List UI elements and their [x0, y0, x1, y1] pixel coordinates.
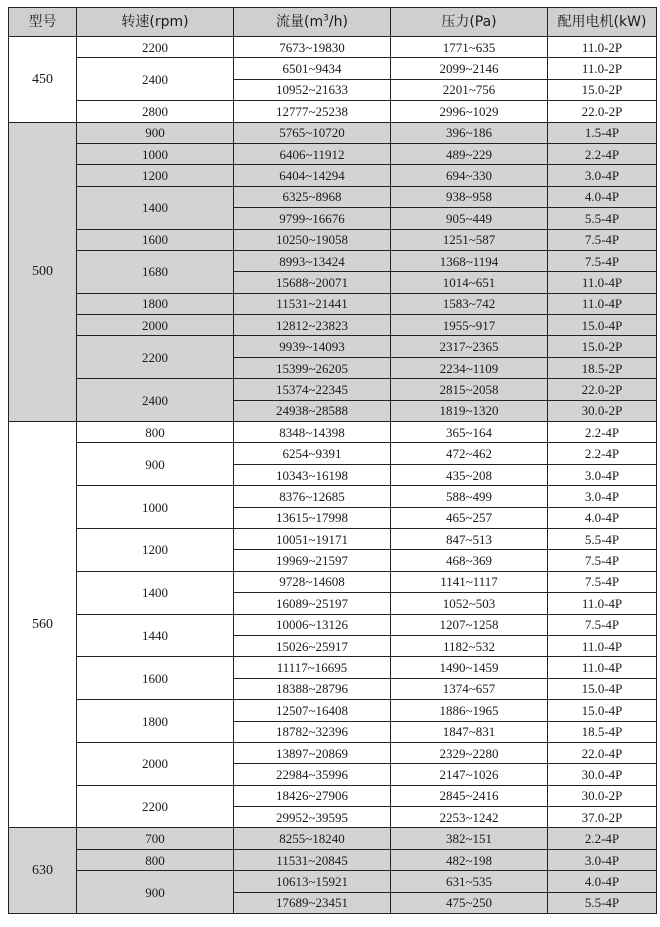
- flow-cell: 10952~21633: [234, 79, 391, 100]
- speed-cell: 1200: [77, 528, 234, 571]
- flow-cell: 17689~23451: [234, 892, 391, 913]
- pressure-cell: 2234~1109: [391, 357, 548, 378]
- motor-cell: 18.5-4P: [548, 721, 657, 742]
- speed-cell: 800: [77, 422, 234, 443]
- table-header: [9, 8, 657, 37]
- table-row: [9, 443, 657, 464]
- pressure-cell: 1955~917: [391, 315, 548, 336]
- table-row: [9, 486, 657, 507]
- table-row: [9, 336, 657, 357]
- motor-cell: 22.0-2P: [548, 379, 657, 400]
- model-cell: 450: [9, 37, 77, 123]
- pressure-cell: 489~229: [391, 143, 548, 164]
- flow-cell: 19969~21597: [234, 550, 391, 571]
- table-row: [9, 785, 657, 806]
- motor-cell: 5.5-4P: [548, 528, 657, 549]
- flow-cell: 15399~26205: [234, 357, 391, 378]
- pressure-cell: 2845~2416: [391, 785, 548, 806]
- pressure-cell: 382~151: [391, 828, 548, 849]
- pressure-cell: 938~958: [391, 186, 548, 207]
- motor-cell: 22.0-2P: [548, 101, 657, 122]
- flow-cell: 12812~23823: [234, 315, 391, 336]
- speed-cell: 2200: [77, 37, 234, 58]
- pressure-cell: 1583~742: [391, 293, 548, 314]
- flow-cell: 15374~22345: [234, 379, 391, 400]
- flow-cell: 15688~20071: [234, 272, 391, 293]
- pressure-cell: 1141~1117: [391, 571, 548, 592]
- pressure-cell: 1886~1965: [391, 700, 548, 721]
- table-row: [9, 700, 657, 721]
- pressure-cell: 1182~532: [391, 635, 548, 656]
- motor-cell: 7.5-4P: [548, 571, 657, 592]
- pressure-cell: 1771~635: [391, 37, 548, 58]
- motor-cell: 15.0-4P: [548, 678, 657, 699]
- pressure-cell: 588~499: [391, 486, 548, 507]
- flow-cell: 11117~16695: [234, 657, 391, 678]
- motor-cell: 4.0-4P: [548, 871, 657, 892]
- table-row: [9, 528, 657, 549]
- table-row: [9, 828, 657, 849]
- motor-cell: 18.5-2P: [548, 357, 657, 378]
- pressure-cell: 847~513: [391, 528, 548, 549]
- motor-cell: 11.0-2P: [548, 37, 657, 58]
- flow-cell: 12777~25238: [234, 101, 391, 122]
- flow-cell: 9728~14608: [234, 571, 391, 592]
- table-row: [9, 614, 657, 635]
- speed-cell: 2200: [77, 785, 234, 828]
- motor-cell: 3.0-4P: [548, 849, 657, 870]
- table-row: [9, 165, 657, 186]
- speed-cell: 1000: [77, 143, 234, 164]
- pressure-cell: 2329~2280: [391, 742, 548, 763]
- flow-cell: 11531~21441: [234, 293, 391, 314]
- table-row: [9, 250, 657, 271]
- pressure-cell: 1819~1320: [391, 400, 548, 421]
- flow-cell: 7673~19830: [234, 37, 391, 58]
- motor-cell: 4.0-4P: [548, 186, 657, 207]
- speed-cell: 1800: [77, 293, 234, 314]
- header-speed: 转速(rpm): [77, 8, 234, 37]
- speed-cell: 800: [77, 849, 234, 870]
- flow-cell: 22984~35996: [234, 764, 391, 785]
- motor-cell: 2.2-4P: [548, 828, 657, 849]
- flow-cell: 12507~16408: [234, 700, 391, 721]
- pressure-cell: 468~369: [391, 550, 548, 571]
- motor-cell: 15.0-4P: [548, 700, 657, 721]
- header-pressure: 压力(Pa): [391, 8, 548, 37]
- pressure-cell: 1014~651: [391, 272, 548, 293]
- flow-cell: 10343~16198: [234, 464, 391, 485]
- flow-cell: 10250~19058: [234, 229, 391, 250]
- motor-cell: 3.0-4P: [548, 464, 657, 485]
- speed-cell: 1600: [77, 657, 234, 700]
- header-model: 型号: [9, 8, 77, 37]
- header-motor: 配用电机(kW): [548, 8, 657, 37]
- speed-cell: 1200: [77, 165, 234, 186]
- header-row: [9, 8, 657, 37]
- speed-cell: 2000: [77, 315, 234, 336]
- pressure-cell: 1251~587: [391, 229, 548, 250]
- table-row: [9, 657, 657, 678]
- pressure-cell: 2253~1242: [391, 807, 548, 828]
- model-group-500: [9, 122, 657, 421]
- speed-cell: 1400: [77, 186, 234, 229]
- flow-cell: 6404~14294: [234, 165, 391, 186]
- header-flow: [234, 8, 391, 37]
- flow-cell: 9799~16676: [234, 208, 391, 229]
- speed-cell: 1000: [77, 486, 234, 529]
- header-flow-tail: /h): [328, 13, 348, 30]
- table-row: [9, 422, 657, 443]
- flow-cell: 5765~10720: [234, 122, 391, 143]
- motor-cell: 4.0-4P: [548, 507, 657, 528]
- flow-cell: 8993~13424: [234, 250, 391, 271]
- table-row: [9, 186, 657, 207]
- flow-cell: 11531~20845: [234, 849, 391, 870]
- flow-cell: 10006~13126: [234, 614, 391, 635]
- table-row: [9, 229, 657, 250]
- pressure-cell: 2201~756: [391, 79, 548, 100]
- motor-cell: 15.0-2P: [548, 336, 657, 357]
- motor-cell: 37.0-2P: [548, 807, 657, 828]
- motor-cell: 7.5-4P: [548, 614, 657, 635]
- motor-cell: 7.5-4P: [548, 229, 657, 250]
- motor-cell: 15.0-4P: [548, 315, 657, 336]
- pressure-cell: 2996~1029: [391, 101, 548, 122]
- speed-cell: 1400: [77, 571, 234, 614]
- motor-cell: 22.0-4P: [548, 742, 657, 763]
- flow-cell: 6325~8968: [234, 186, 391, 207]
- flow-cell: 13897~20869: [234, 742, 391, 763]
- speed-cell: 900: [77, 871, 234, 914]
- pressure-cell: 1368~1194: [391, 250, 548, 271]
- model-group-450: [9, 37, 657, 123]
- speed-cell: 1680: [77, 250, 234, 293]
- flow-cell: 10613~15921: [234, 871, 391, 892]
- motor-cell: 30.0-2P: [548, 400, 657, 421]
- table-row: [9, 58, 657, 79]
- pressure-cell: 2317~2365: [391, 336, 548, 357]
- motor-cell: 11.0-4P: [548, 293, 657, 314]
- table-row: [9, 143, 657, 164]
- motor-cell: 11.0-4P: [548, 657, 657, 678]
- motor-cell: 15.0-2P: [548, 79, 657, 100]
- speed-cell: 2200: [77, 336, 234, 379]
- flow-cell: 18782~32396: [234, 721, 391, 742]
- motor-cell: 1.5-4P: [548, 122, 657, 143]
- motor-cell: 11.0-2P: [548, 58, 657, 79]
- speed-cell: 700: [77, 828, 234, 849]
- table-row: [9, 571, 657, 592]
- table-row: [9, 315, 657, 336]
- motor-cell: 5.5-4P: [548, 892, 657, 913]
- flow-cell: 10051~19171: [234, 528, 391, 549]
- flow-cell: 6406~11912: [234, 143, 391, 164]
- motor-cell: 2.2-4P: [548, 443, 657, 464]
- table-row: [9, 742, 657, 763]
- flow-cell: 16089~25197: [234, 593, 391, 614]
- flow-cell: 8255~18240: [234, 828, 391, 849]
- model-group-630: [9, 828, 657, 914]
- pressure-cell: 2815~2058: [391, 379, 548, 400]
- table-row: [9, 871, 657, 892]
- motor-cell: 11.0-4P: [548, 272, 657, 293]
- flow-cell: 6254~9391: [234, 443, 391, 464]
- pressure-cell: 1847~831: [391, 721, 548, 742]
- pressure-cell: 905~449: [391, 208, 548, 229]
- table-row: [9, 101, 657, 122]
- table-row: [9, 849, 657, 870]
- table-row: [9, 122, 657, 143]
- speed-cell: 900: [77, 122, 234, 143]
- flow-cell: 8348~14398: [234, 422, 391, 443]
- speed-cell: 2800: [77, 101, 234, 122]
- motor-cell: 30.0-2P: [548, 785, 657, 806]
- flow-cell: 29952~39595: [234, 807, 391, 828]
- speed-cell: 2400: [77, 58, 234, 101]
- speed-cell: 1800: [77, 700, 234, 743]
- pressure-cell: 475~250: [391, 892, 548, 913]
- flow-cell: 15026~25917: [234, 635, 391, 656]
- speed-cell: 900: [77, 443, 234, 486]
- speed-cell: 1600: [77, 229, 234, 250]
- pressure-cell: 631~535: [391, 871, 548, 892]
- flow-cell: 9939~14093: [234, 336, 391, 357]
- flow-cell: 8376~12685: [234, 486, 391, 507]
- speed-cell: 2400: [77, 379, 234, 422]
- pressure-cell: 1490~1459: [391, 657, 548, 678]
- header-flow-main: 流量(m: [276, 13, 324, 30]
- pressure-cell: 435~208: [391, 464, 548, 485]
- flow-cell: 24938~28588: [234, 400, 391, 421]
- pressure-cell: 365~164: [391, 422, 548, 443]
- pressure-cell: 2147~1026: [391, 764, 548, 785]
- pressure-cell: 396~186: [391, 122, 548, 143]
- header-flow-sup: 3: [323, 12, 329, 23]
- speed-cell: 1440: [77, 614, 234, 657]
- pressure-cell: 472~462: [391, 443, 548, 464]
- motor-cell: 7.5-4P: [548, 250, 657, 271]
- pressure-cell: 1374~657: [391, 678, 548, 699]
- motor-cell: 11.0-4P: [548, 593, 657, 614]
- pressure-cell: 694~330: [391, 165, 548, 186]
- table-row: [9, 379, 657, 400]
- motor-cell: 5.5-4P: [548, 208, 657, 229]
- motor-cell: 30.0-4P: [548, 764, 657, 785]
- motor-cell: 2.2-4P: [548, 422, 657, 443]
- pressure-cell: 465~257: [391, 507, 548, 528]
- flow-cell: 18388~28796: [234, 678, 391, 699]
- model-cell: 500: [9, 122, 77, 421]
- table-row: [9, 293, 657, 314]
- model-cell: 630: [9, 828, 77, 914]
- flow-cell: 6501~9434: [234, 58, 391, 79]
- motor-cell: 3.0-4P: [548, 486, 657, 507]
- pressure-cell: 1207~1258: [391, 614, 548, 635]
- flow-cell: 13615~17998: [234, 507, 391, 528]
- fan-spec-table: [8, 7, 657, 914]
- pressure-cell: 1052~503: [391, 593, 548, 614]
- pressure-cell: 2099~2146: [391, 58, 548, 79]
- speed-cell: 2000: [77, 742, 234, 785]
- motor-cell: 3.0-4P: [548, 165, 657, 186]
- pressure-cell: 482~198: [391, 849, 548, 870]
- motor-cell: 11.0-4P: [548, 635, 657, 656]
- flow-cell: 18426~27906: [234, 785, 391, 806]
- model-group-560: [9, 422, 657, 828]
- motor-cell: 7.5-4P: [548, 550, 657, 571]
- model-cell: 560: [9, 422, 77, 828]
- table-row: [9, 37, 657, 58]
- motor-cell: 2.2-4P: [548, 143, 657, 164]
